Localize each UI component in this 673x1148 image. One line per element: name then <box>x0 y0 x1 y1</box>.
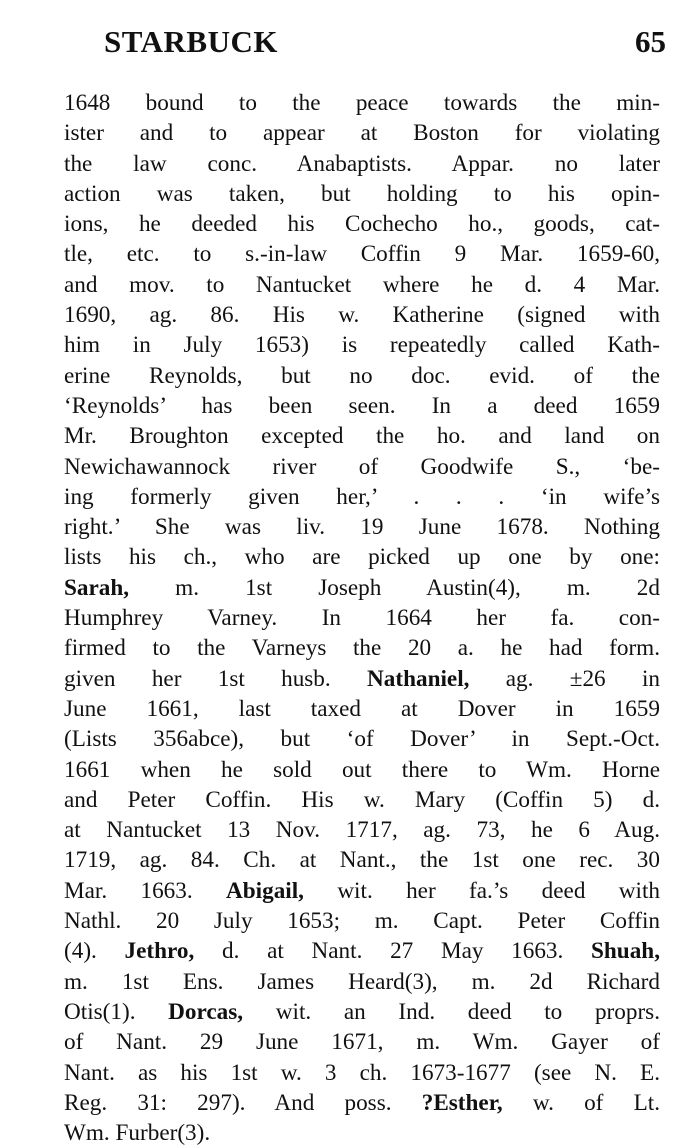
text-run: Otis(1). <box>64 998 169 1025</box>
text-line <box>64 815 660 845</box>
text-line <box>64 724 660 754</box>
text-run: erine Reynolds, but no doc. evid. of the <box>64 362 660 389</box>
text-line <box>64 512 660 542</box>
text-run: firmed to the Varneys the 20 a. he had form. <box>64 635 660 662</box>
text-line <box>64 361 660 391</box>
text-run: ‘Reynolds’ has been seen. In a deed 1659 <box>64 392 660 419</box>
text-run: of Nant. 29 June 1671, m. Wm. Gayer of <box>64 1029 660 1056</box>
text-line <box>64 239 660 269</box>
text-run: (4). <box>64 938 125 965</box>
text-line <box>64 694 660 724</box>
text-run: tle, etc. to s.-in-law Coffin 9 Mar. 1659-60, <box>64 241 660 268</box>
text-run: m. 1st Ens. James Heard(3), m. 2d Richard <box>64 968 660 995</box>
text-line <box>64 906 660 936</box>
text-run: Reg. 31: 297). And poss. <box>64 1089 422 1116</box>
text-run: Nant. as his 1st w. 3 ch. 1673-1677 (see N. E. <box>64 1059 660 1086</box>
person-name: Sarah, <box>64 574 130 601</box>
text-run: Newichawannock river of Goodwife S., ‘be- <box>64 453 660 480</box>
person-name: Jethro, <box>124 938 195 965</box>
text-run: Mar. 1663. <box>64 877 227 904</box>
text-line <box>64 967 660 997</box>
text-run: and mov. to Nantucket where he d. 4 Mar. <box>64 271 660 298</box>
text-run: Wm. Furber(3). <box>64 1120 211 1147</box>
text-line <box>64 421 660 451</box>
text-line <box>64 785 660 815</box>
body-text <box>64 88 660 1148</box>
text-run: ister and to appear at Boston for violating <box>64 120 660 147</box>
text-run: w. of Lt. <box>502 1089 660 1116</box>
text-line <box>64 118 660 148</box>
text-run: ag. ±26 in <box>469 665 660 692</box>
text-run: Mr. Broughton excepted the ho. and land on <box>64 423 660 450</box>
text-run: (Lists 356abce), but ‘of Dover’ in Sept.-Oct. <box>64 726 660 753</box>
text-run: wit. her fa.’s deed with <box>303 877 660 904</box>
text-run: 1648 bound to the peace towards the min- <box>64 90 660 116</box>
text-run: d. at Nant. 27 May 1663. <box>194 938 592 965</box>
text-line <box>64 391 660 421</box>
text-run: m. 1st Joseph Austin(4), m. 2d <box>129 574 660 601</box>
text-line <box>64 633 660 663</box>
text-line <box>64 573 660 603</box>
text-run: ions, he deeded his Cochecho ho., goods, cat- <box>64 211 660 238</box>
text-line <box>64 179 660 209</box>
person-name: ?Esther, <box>421 1089 503 1116</box>
text-line <box>64 88 660 118</box>
text-line <box>64 997 660 1027</box>
text-run: the law conc. Anabaptists. Appar. no later <box>64 150 660 177</box>
text-line <box>64 603 660 633</box>
text-line <box>64 452 660 482</box>
text-line <box>64 1027 660 1057</box>
person-name: Nathaniel, <box>367 665 470 692</box>
text-run: given her 1st husb. <box>64 665 368 692</box>
text-run: 1690, ag. 86. His w. Katherine (signed with <box>64 302 660 329</box>
text-run: ing formerly given her,’ . . . ‘in wife’s <box>64 483 660 510</box>
text-line <box>64 876 660 906</box>
surname-heading: STARBUCK <box>104 24 278 59</box>
text-line <box>64 845 660 875</box>
text-run: Humphrey Varney. In 1664 her fa. con- <box>64 605 660 632</box>
text-run: 1661 when he sold out there to Wm. Horne <box>64 756 660 783</box>
text-line <box>64 149 660 179</box>
text-line <box>64 330 660 360</box>
text-run: 1719, ag. 84. Ch. at Nant., the 1st one rec. 30 <box>64 847 660 874</box>
running-head <box>104 22 666 64</box>
text-line <box>64 1088 660 1118</box>
text-line <box>64 936 660 966</box>
text-run: wit. an Ind. deed to proprs. <box>243 998 660 1025</box>
text-line <box>64 755 660 785</box>
text-line <box>64 300 660 330</box>
text-run: and Peter Coffin. His w. Mary (Coffin 5) d. <box>64 786 660 813</box>
text-run: at Nantucket 13 Nov. 1717, ag. 73, he 6 Aug. <box>64 817 660 844</box>
text-line <box>64 1118 660 1148</box>
text-line <box>64 209 660 239</box>
text-run: him in July 1653) is repeatedly called Kath- <box>64 332 660 359</box>
text-run: lists his ch., who are picked up one by one: <box>64 544 660 571</box>
text-run: right.’ She was liv. 19 June 1678. Nothing <box>64 514 660 541</box>
page-number: 65 <box>635 24 666 59</box>
person-name: Dorcas, <box>168 998 244 1025</box>
text-line <box>64 542 660 572</box>
person-name: Shuah, <box>591 938 660 965</box>
text-line <box>64 1058 660 1088</box>
text-line <box>64 482 660 512</box>
text-run: action was taken, but holding to his opin- <box>64 180 660 207</box>
text-run: Nathl. 20 July 1653; m. Capt. Peter Coffin <box>64 908 660 935</box>
text-run: June 1661, last taxed at Dover in 1659 <box>64 695 660 722</box>
text-line <box>64 270 660 300</box>
text-line <box>64 664 660 694</box>
person-name: Abigail, <box>226 877 304 904</box>
